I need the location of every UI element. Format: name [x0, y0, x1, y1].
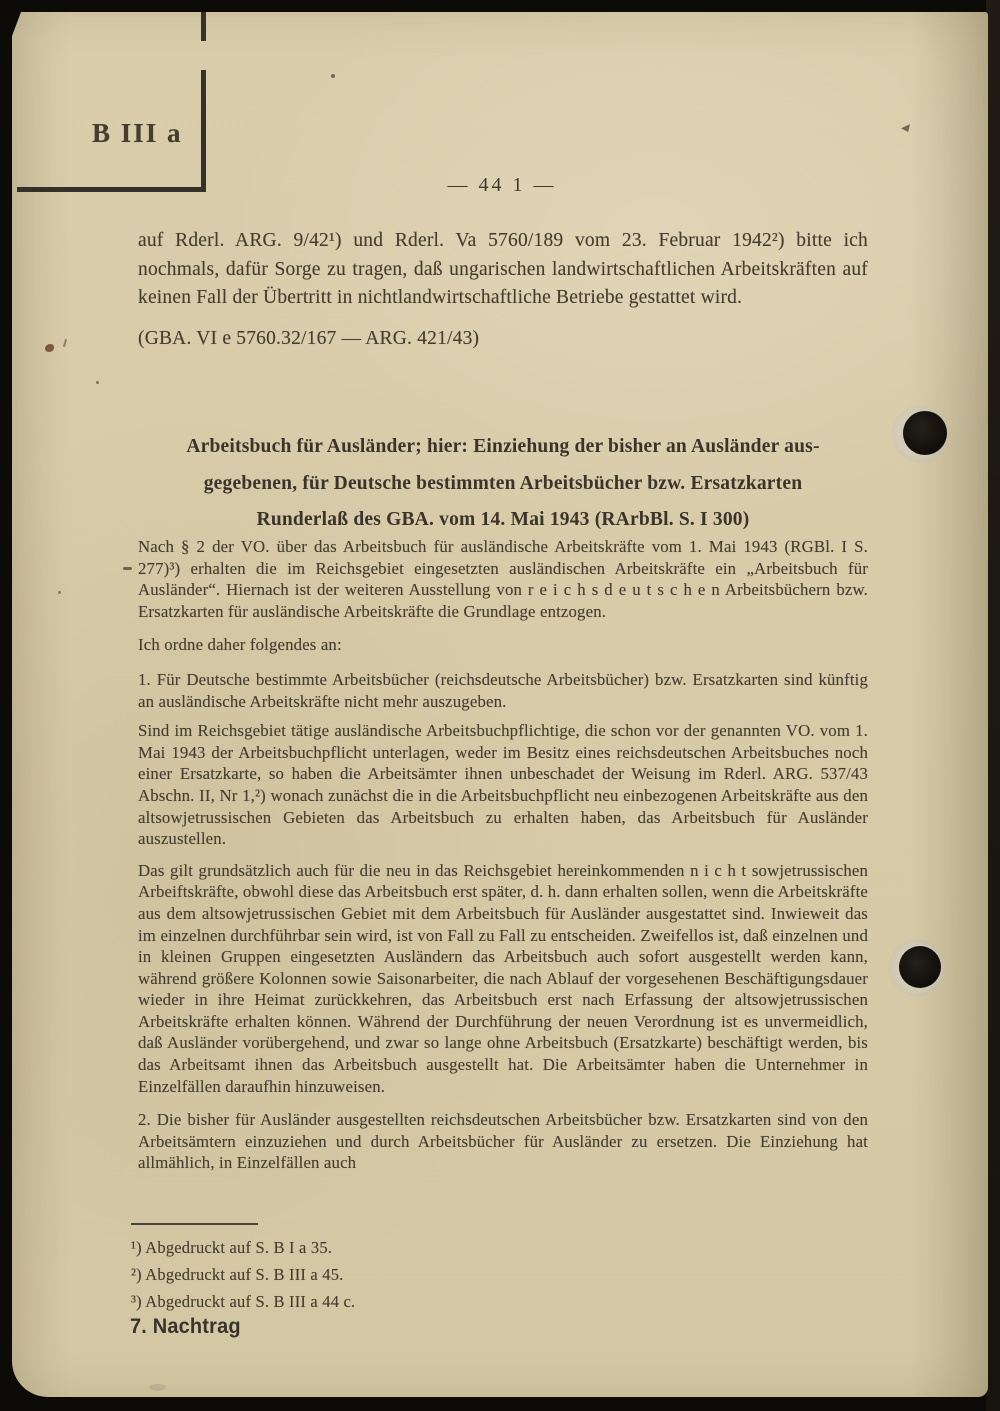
ink-speck: [96, 381, 99, 384]
section-box-vertical-rule-bottom: [201, 70, 206, 189]
reference-line: (GBA. VI e 5760.32/167 — ARG. 421/43): [138, 327, 480, 349]
decree-heading: [138, 428, 868, 535]
footnote-separator-rule: [131, 1223, 258, 1225]
ink-speck: [63, 339, 67, 347]
ink-speck: [45, 344, 54, 352]
ink-speck: [331, 74, 335, 78]
ink-speck: [123, 567, 132, 570]
decree-title-line1: Arbeitsbuch für Ausländer; hier: Einziehung der bisher an Ausländer aus-: [186, 436, 820, 457]
body-paragraph: 2. Die bisher für Ausländer ausgestellten reichsdeutschen Arbeitsbücher bzw. Ersatzkarten sind von den Arbeitsämtern einzuziehen und durch Arbeitsbücher für Ausländer zu ersetzen. Die Einziehung hat allmählich, in Einzelfällen auch: [138, 1110, 868, 1173]
footnote: ³) Abgedruckt auf S. B III a 44 c.: [131, 1292, 356, 1311]
intro-block: [138, 227, 868, 353]
page-number: — 44 1 —: [447, 174, 557, 196]
section-label: B III a: [92, 118, 183, 148]
intro-paragraph: auf Rderl. ARG. 9/42¹) und Rderl. Va 5760/189 vom 23. Februar 1942²) bitte ich nochmals, dafür Sorge zu tragen, daß ungarischen landwirtschaftlichen Arbeitskräften auf keinen Fall der Übertritt in nichtlandwirtschaftliche Betriebe gestattet wird.: [138, 230, 868, 308]
footnote: ¹) Abgedruckt auf S. B I a 35.: [131, 1238, 333, 1257]
body-paragraph: Das gilt grundsätzlich auch für die neu in das Reichsgebiet hereinkommenden n i c h t sowjetrussischen Arbeiftskräfte, obwohl diese das Arbeitsbuch erst später, d. h. dann erhalten sollen, wenn die Arbeitskräfte aus dem altsowjetrussischen Gebiet mit dem Arbeitsbuch für Ausländer ausgestattet sind. Inwieweit das im einzelnen durchführbar sein wird, ist von Fall zu Fall zu entscheiden. Zweifellos ist, daß einzelnen und in kleinen Gruppen eingesetzten Ausländern das Arbeitsbuch auch sofort ausgestellt werden kann, während größere Kolonnen sowie Saisonarbeiter, die nach Ablauf der vorgesehenen Beschäftigungsdauer wieder in ihre Heimat zurückkehren, das Arbeitsbuch erst nach Erfassung der altsowjetrussischen Arbeitskräfte erhalten können. Während der Durchführung der neuen Verordnung ist es unvermeidlich, daß Ausländer vorübergehend, und zwar so lange ohne Arbeitsbuch (Ersatzkarte) beschäftigt werden, bis das Arbeitsamt ihnen das Arbeitsbuch ausgestellt hat. Die Arbeitsämter haben die Unternehmer in Einzelfällen daraufhin hinzuweisen.: [138, 860, 868, 1096]
body-paragraph: Nach § 2 der VO. über das Arbeitsbuch für ausländische Arbeitskräfte vom 1. Mai 1943 (RGBl. I S. 277)³) erhalten die im Reichsgebiet eingesetzten ausländischen Arbeitskräfte ein „Arbeitsbuch für Ausländer“. Hiernach ist der weiteren Ausstellung von r e i c h s d e u t s c h e n Arbeitsbüchern bzw. Ersatzkarten für ausländische Arbeitskräfte die Grundlage entzogen.: [138, 537, 868, 621]
decree-body: [138, 536, 868, 1174]
scan-right-edge: [986, 0, 1000, 1411]
footnote: ²) Abgedruckt auf S. B III a 45.: [131, 1265, 344, 1284]
footnote-block: [131, 1223, 861, 1315]
hole-punch: [899, 946, 941, 988]
supplement-label: 7. Nachtrag: [130, 1315, 241, 1338]
body-paragraph: Sind im Reichsgebiet tätige ausländische Arbeitsbuchpflichtige, die schon vor der genannten VO. vom 1. Mai 1943 der Arbeitsbuchpflicht unterlagen, weder im Besitz eines reichsdeutschen Arbeitsbuches noch einer Ersatzkarte, so haben die Arbeitsämter ihnen unbeschadet der Weisung im Rderl. ARG. 537/43 Abschn. II, Nr 1,²) wonach zunächst die in die Arbeitsbuchpflicht neu einbezogenen Arbeitskräfte aus den altsowjetrussischen Gebieten das Arbeitsbuch zu erhalten haben, das Arbeitsbuch für Ausländer auszustellen.: [138, 721, 868, 849]
decree-subtitle: Runderlaß des GBA. vom 14. Mai 1943 (RArbBl. S. I 300): [256, 509, 750, 530]
decree-title-line2: gegebenen, für Deutsche bestimmten Arbeitsbücher bzw. Ersatzkarten: [203, 473, 803, 494]
hole-punch: [903, 411, 947, 455]
ink-speck: [901, 124, 910, 132]
scan-corner-wedge: [12, 12, 21, 36]
ink-speck: [58, 591, 61, 594]
section-box-vertical-rule-top: [201, 12, 206, 41]
paper-stain: [149, 1384, 166, 1391]
body-paragraph: Ich ordne daher folgendes an:: [138, 635, 342, 655]
document-page: [12, 12, 988, 1397]
body-paragraph: 1. Für Deutsche bestimmte Arbeitsbücher (reichsdeutsche Arbeitsbücher) bzw. Ersatzkarten sind künftig an ausländische Arbeitskräfte nicht mehr auszugeben.: [138, 669, 868, 711]
